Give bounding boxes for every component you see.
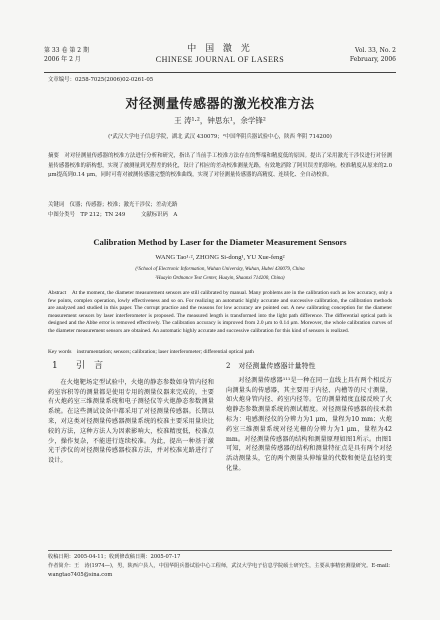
section-1-text: 在火炮靶场定型试验中，火炮的静态参数如身管内径和药室容积等的测量都是使用专用的测量仪器来完成的，主要有火炮药室三维测量系统和电子测径仪等火炮静态参数测量系统。在这些测试设备中都采用了对径测量传感器。长期以来，对这类对径测量传感器测量系统的校准主要采用量块比较的方法，这种方法人为因素影响大，校准精度低，校准点少，操作复杂，不能进行连续校准。为此，提出一种基于激光干涉仪的对径测量传感器校准方法，并对校准光路进行了设计。 bbox=[48, 378, 214, 465]
title-en: Calibration Method by Laser for the Diameter Measurement Sensors bbox=[93, 237, 347, 247]
section-2-heading bbox=[226, 362, 392, 372]
affiliation-en-1: (¹School of Electronic Information, Wuhan University, Wuhan, Hubei 430079, China bbox=[135, 267, 305, 272]
keywords-en: Key words instrumentation; sensors; calibration; laser interferometer; differential optical path bbox=[48, 349, 254, 355]
section-1-number: 1 bbox=[52, 361, 58, 371]
section-2-number: 2 bbox=[226, 362, 231, 370]
affiliation-cn: (¹武汉大学电子信息学院，湖北 武汉 430079；²中国华阴兵器试验中心，陕西 华阴 714200) bbox=[108, 134, 332, 140]
article-number: 文章编号：0258-7025(2006)02-0261-05 bbox=[48, 77, 154, 83]
section-1-title: 引 言 bbox=[76, 361, 104, 371]
journal-name-cn: 中 国 激 光 bbox=[187, 44, 253, 54]
affiliation-en-2: ²Huayin Ordnance Test Center, Huayin, Shaanxi 714200, China) bbox=[155, 276, 285, 281]
header-center bbox=[44, 44, 396, 65]
column-right bbox=[226, 362, 392, 474]
authors-cn: 王 涛¹·²，钟思东¹，余学锋² bbox=[174, 116, 266, 125]
volume-issue-en: Vol. 33, No. 2 bbox=[355, 47, 396, 54]
author-bio: 作者简介：王 涛(1974—)，男，陕西户县人，中国华阴兵器试验中心工程师，武汉大学电子信息学院硕士研究生，主要从事精密测量研究。E-mail: wangtao7405@sina.com bbox=[48, 563, 391, 578]
section-1-heading bbox=[52, 362, 214, 372]
date-cn: 2006 年 2 月 bbox=[44, 56, 81, 63]
classification-cn bbox=[48, 210, 392, 218]
date-en: February, 2006 bbox=[349, 56, 396, 63]
section-2-title: 对径测量传感器计量特性 bbox=[238, 362, 316, 370]
abstract-en: Abstract At the moment, the diameter measurement sensors are still calibrated by manual. Many problems are in the calibration such as low accuracy, only a few points, complex operation, lowly effectiveness and so on. For realizing an automatic highly accurate and successive calibration, the calibration methods are analyzed and studied in this paper. The corrupt practice and the reasons for low accuracy are pointed out. A new calibrating conception for the diameter measurement sensors by laser interferometer is proposed. The measured length is transformed into the light path difference. The differential optical path is designed and the Abbe error is removed effectively. The calibration accuracy is improved from 2.0 μm to 0.14 μm. Moreover, the whole calibration curves of the diameter measurement sensors are obtained. An automatic highly accurate and successive calibration for this kind of sensors is realized. bbox=[48, 290, 392, 334]
abstract-cn: 摘要 对对径测量传感器的校准方法进行分析和研究，指出了当前手工校准方法存在的弊端和精度低的原因。提出了采用激光干涉仪进行对径测量传感器校准的新构想，实现了被测量到光程差的转化，设计了相应的差动校准测量光路，有效地消除了阿贝误差的影响。校准精度从原来的2.0 μm提高到0.14 μm，同时可将对被测传感器完整的校准曲线，实现了对径测量传感器的高精度、连续化、全自动校准。 bbox=[48, 153, 392, 179]
section-2-text: 对径测量传感器¹¹¹是一种在同一直线上具有两个相反方向测量头的传感器，其主要用于内径、内槽等的尺寸测量，如火炮身管内径、药室内径等。它的测量精度直接反映了火炮静态参数测量系统的测试精度。对径测量传感器的技术指标为：电感测径仪的分辨力为1 μm，量程为10 mm；火炮药室三维测量系统对径光栅的分辨力为1 μm，量程为42 mm。对径测量传感器的结构和测量原理如图1所示。由图1可知，对径测量传感器的结构和测量特征点是具有两个对径活动测量头，它的两个测量头伸缩量的代数和便是直径的变化量。 bbox=[226, 376, 392, 472]
journal-name-en: CHINESE JOURNAL OF LASERS bbox=[155, 55, 285, 64]
header-right bbox=[350, 46, 396, 64]
volume-issue-cn: 第 33 卷 第 2 期 bbox=[44, 47, 89, 54]
clc-number: 中图分类号 TP 212；TN 249 bbox=[48, 212, 126, 218]
authors-en: WANG Tao¹·², ZHONG Si-dong¹, YU Xue-feng² bbox=[155, 254, 285, 261]
title-cn: 对径测量传感器的激光校准方法 bbox=[125, 97, 315, 112]
document-code: 文献标识码 A bbox=[141, 212, 178, 218]
keywords-cn: 关键词 仪器；传感器；校准；激光干涉仪；差动光路 bbox=[48, 202, 178, 208]
column-left bbox=[48, 362, 214, 466]
footnotes bbox=[48, 550, 392, 580]
received-date: 收稿日期：2005-04-11；收到修改稿日期：2005-07-17 bbox=[48, 554, 181, 560]
journal-header bbox=[44, 44, 396, 73]
